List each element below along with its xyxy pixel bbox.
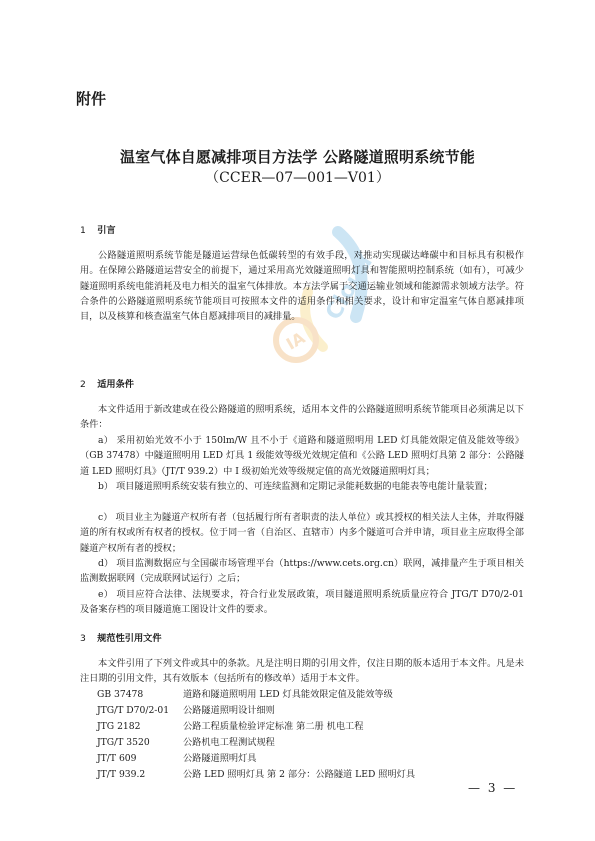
condition-e: e） 项目应符合法律、法规要求，符合行业发展政策，项目隧道照明系统质量应符合 JTG/T D70/2-01 及备案存档的项目隧道施工图设计文件的要求。 [80, 589, 524, 616]
reference-row [97, 767, 527, 782]
section-title: 规范性引用文件 [97, 633, 162, 644]
section-2-intro: 本文件适用于新改建或在役公路隧道的照明系统，适用本文件的公路隧道照明系统节能项目必须满足以下条件： [80, 404, 524, 431]
section-1-heading [80, 222, 116, 236]
section-3-heading [80, 630, 162, 644]
condition-a: a） 采用初始光效不小于 150lm/W 且不小于《道路和隧道照明用 LED 灯具能效限定值及能效等级》（GB 37478）中隧道照明用 LED 灯具 1 级能效等级光效规定值和《公路 LED 照明灯具第 2 部分：公路隧道 LED 照明灯具》（JT/T 939.2）中 I 级初始光效等级规定值的高光效隧道照明灯具； [80, 435, 524, 477]
svg-text:IA: IA [282, 328, 309, 354]
section-number: 1 [80, 225, 86, 236]
reference-name: 公路工程质量检验评定标准 第二册 机电工程 [183, 721, 364, 732]
section-2-heading [80, 376, 134, 390]
reference-row [97, 687, 527, 702]
svg-text:Cloud: Cloud [321, 251, 378, 325]
reference-name: 道路和隧道照明用 LED 灯具能效限定值及能效等级 [183, 689, 393, 700]
reference-row [97, 751, 527, 766]
section-3-paragraph: 本文件引用了下列文件或其中的条款。凡是注明日期的引用文件，仅注日期的版本适用于本文件。凡是未注日期的引用文件，其有效版本（包括所有的修改单）适用于本文件。 [80, 658, 524, 685]
reference-name: 公路隧道照明设计细则 [183, 705, 275, 716]
reference-code: JTG 2182 [97, 721, 141, 732]
section-title: 适用条件 [97, 379, 134, 390]
reference-code: JT/T 609 [97, 753, 137, 764]
reference-row [97, 719, 527, 734]
section-1-paragraph: 公路隧道照明系统节能是隧道运营绿色低碳转型的有效手段，对推动实现碳达峰碳中和目标具有积极作用。在保障公路隧道运营安全的前提下，通过采用高光效隧道照明灯具和智能照明控制系统（如有），可减少隧道照明系统电能消耗及电力相关的温室气体排放。本方法学属于交通运输业领域和能源需求领域方法学。符合条件的公路隧道照明系统节能项目可按照本文件的适用条件和相关要求，设计和审定温室气体自愿减排项目，以及核算和核查温室气体自愿减排项目的减排量。 [80, 250, 524, 323]
condition-b: b） 项目隧道照明系统安装有独立的、可连续监测和定期记录能耗数据的电能表等电能计量装置； [98, 481, 493, 492]
reference-name: 公路机电工程测试规程 [183, 737, 275, 748]
condition-d: d） 项目监测数据应与全国碳市场管理平台（https://www.cets.org.cn）联网，减排量产生于项目相关监测数据联网（完成联网试运行）之后； [80, 558, 524, 585]
reference-code: JT/T 939.2 [97, 769, 146, 780]
document-code: （CCER—07—001—V01） [205, 170, 390, 186]
page-number: — 3 — [468, 781, 518, 795]
document-title: 温室气体自愿减排项目方法学 公路隧道照明系统节能 [119, 148, 476, 166]
reference-code: JTG/T 3520 [97, 737, 150, 748]
reference-row [97, 735, 527, 750]
reference-name: 公路隧道照明灯具 [183, 753, 257, 764]
section-title: 引言 [97, 225, 116, 236]
section-number: 2 [80, 379, 86, 390]
section-number: 3 [80, 633, 86, 644]
condition-c: c） 项目业主为隧道产权所有者（包括履行所有者职责的法人单位）或其授权的相关法人主体，并取得隧道的所有权或所有权者的授权。位于同一省（自治区、直辖市）内多个隧道可合并申请，项目业主应取得全部隧道产权所有者的授权； [80, 512, 524, 554]
annex-label: 附件 [76, 90, 107, 108]
reference-name: 公路 LED 照明灯具 第 2 部分：公路隧道 LED 照明灯具 [183, 769, 416, 780]
reference-row [97, 703, 527, 718]
reference-code: JTG/T D70/2-01 [97, 705, 170, 716]
reference-code: GB 37478 [97, 689, 144, 700]
